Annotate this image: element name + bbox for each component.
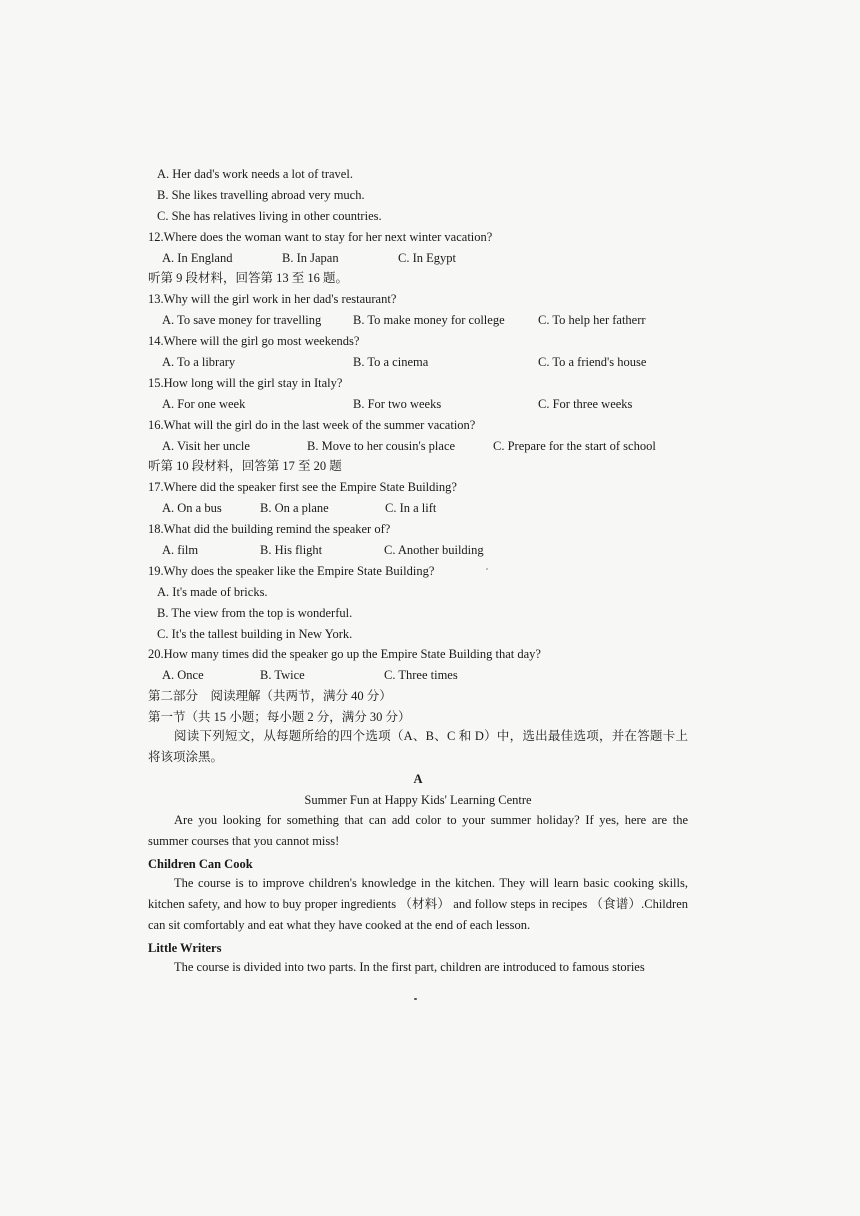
course-paragraph-cook: The course is to improve children's knowledge in the kitchen. They will learn basic cooking skills, kitchen safety, and how to buy proper ingredients （材料） and follow steps in recipes （食谱）.Children can sit comfortably and eat what they have cooked at the end of each lesson. [148, 876, 688, 932]
q15-option-c: C. For three weeks [538, 397, 633, 411]
scan-speck [486, 568, 488, 570]
q16-option-b: B. Move to her cousin's place [307, 439, 456, 453]
q19-option-c: C. It's the tallest building in New York. [157, 627, 353, 641]
q18-option-c: C. Another building [384, 543, 484, 557]
q17-option-b: B. On a plane [260, 501, 329, 515]
part-2-section-1-heading: 第一节（共 15 小题；每小题 2 分，满分 30 分） [148, 710, 411, 724]
q13-option-a: A. To save money for travelling [162, 313, 322, 327]
q19-option-b: B. The view from the top is wonderful. [157, 606, 353, 620]
q17-stem: 17.Where did the speaker first see the Empire State Building? [148, 480, 457, 494]
q20-option-b: B. Twice [260, 668, 305, 682]
q14-stem: 14.Where will the girl go most weekends? [148, 334, 360, 348]
q17-option-c: C. In a lift [385, 501, 437, 515]
section-9-instruction: 听第 9 段材料，回答第 13 至 16 题。 [148, 271, 349, 285]
q19-stem: 19.Why does the speaker like the Empire State Building? [148, 564, 435, 578]
q18-stem: 18.What did the building remind the speaker of? [148, 522, 391, 536]
q15-option-a: A. For one week [162, 397, 246, 411]
q12-option-c: C. In Egypt [398, 251, 456, 265]
q18-option-b: B. His flight [260, 543, 323, 557]
part-2-heading: 第二部分 阅读理解（共两节，满分 40 分） [148, 689, 392, 703]
q13-option-c: C. To help her fatherr [538, 313, 646, 327]
q20-option-c: C. Three times [384, 668, 458, 682]
q13-stem: 13.Why will the girl work in her dad's restaurant? [148, 292, 397, 306]
q12-option-b: B. In Japan [282, 251, 339, 265]
q16-option-a: A. Visit her uncle [162, 439, 250, 453]
section-10-instruction: 听第 10 段材料，回答第 17 至 20 题 [148, 459, 342, 473]
q16-option-c: C. Prepare for the start of school [493, 439, 656, 453]
q15-option-b: B. For two weeks [353, 397, 442, 411]
q11-option-b: B. She likes travelling abroad very much. [157, 188, 365, 202]
q12-stem: 12.Where does the woman want to stay for her next winter vacation? [148, 230, 493, 244]
q16-stem: 16.What will the girl do in the last week of the summer vacation? [148, 418, 476, 432]
q20-option-a: A. Once [162, 668, 204, 682]
q14-option-b: B. To a cinema [353, 355, 429, 369]
passage-title: Summer Fun at Happy Kids' Learning Centre [304, 793, 532, 807]
q19-option-a: A. It's made of bricks. [157, 585, 268, 599]
course-heading-cook: Children Can Cook [148, 857, 253, 871]
q18-option-a: A. film [162, 543, 199, 557]
q17-option-a: A. On a bus [162, 501, 222, 515]
q14-option-c: C. To a friend's house [538, 355, 647, 369]
q12-option-a: A. In England [162, 251, 233, 265]
course-heading-writers: Little Writers [148, 941, 222, 955]
q15-stem: 15.How long will the girl stay in Italy? [148, 376, 343, 390]
course-paragraph-writers: The course is divided into two parts. In the first part, children are introduced to famous stories [174, 960, 645, 974]
q11-option-c: C. She has relatives living in other countries. [157, 209, 382, 223]
passage-intro: Are you looking for something that can add color to your summer holiday? If yes, here are the summer courses that you cannot miss! [148, 813, 688, 848]
q20-stem: 20.How many times did the speaker go up the Empire State Building that day? [148, 647, 541, 661]
scan-speck [414, 998, 417, 1000]
q11-option-a: A. Her dad's work needs a lot of travel. [157, 167, 353, 181]
passage-letter: A [413, 772, 423, 786]
reading-instructions: 阅读下列短文，从每题所给的四个选项（A、B、C 和 D）中，选出最佳选项，并在答题卡上将该项涂黑。 [148, 729, 688, 764]
q14-option-a: A. To a library [162, 355, 236, 369]
q13-option-b: B. To make money for college [353, 313, 505, 327]
